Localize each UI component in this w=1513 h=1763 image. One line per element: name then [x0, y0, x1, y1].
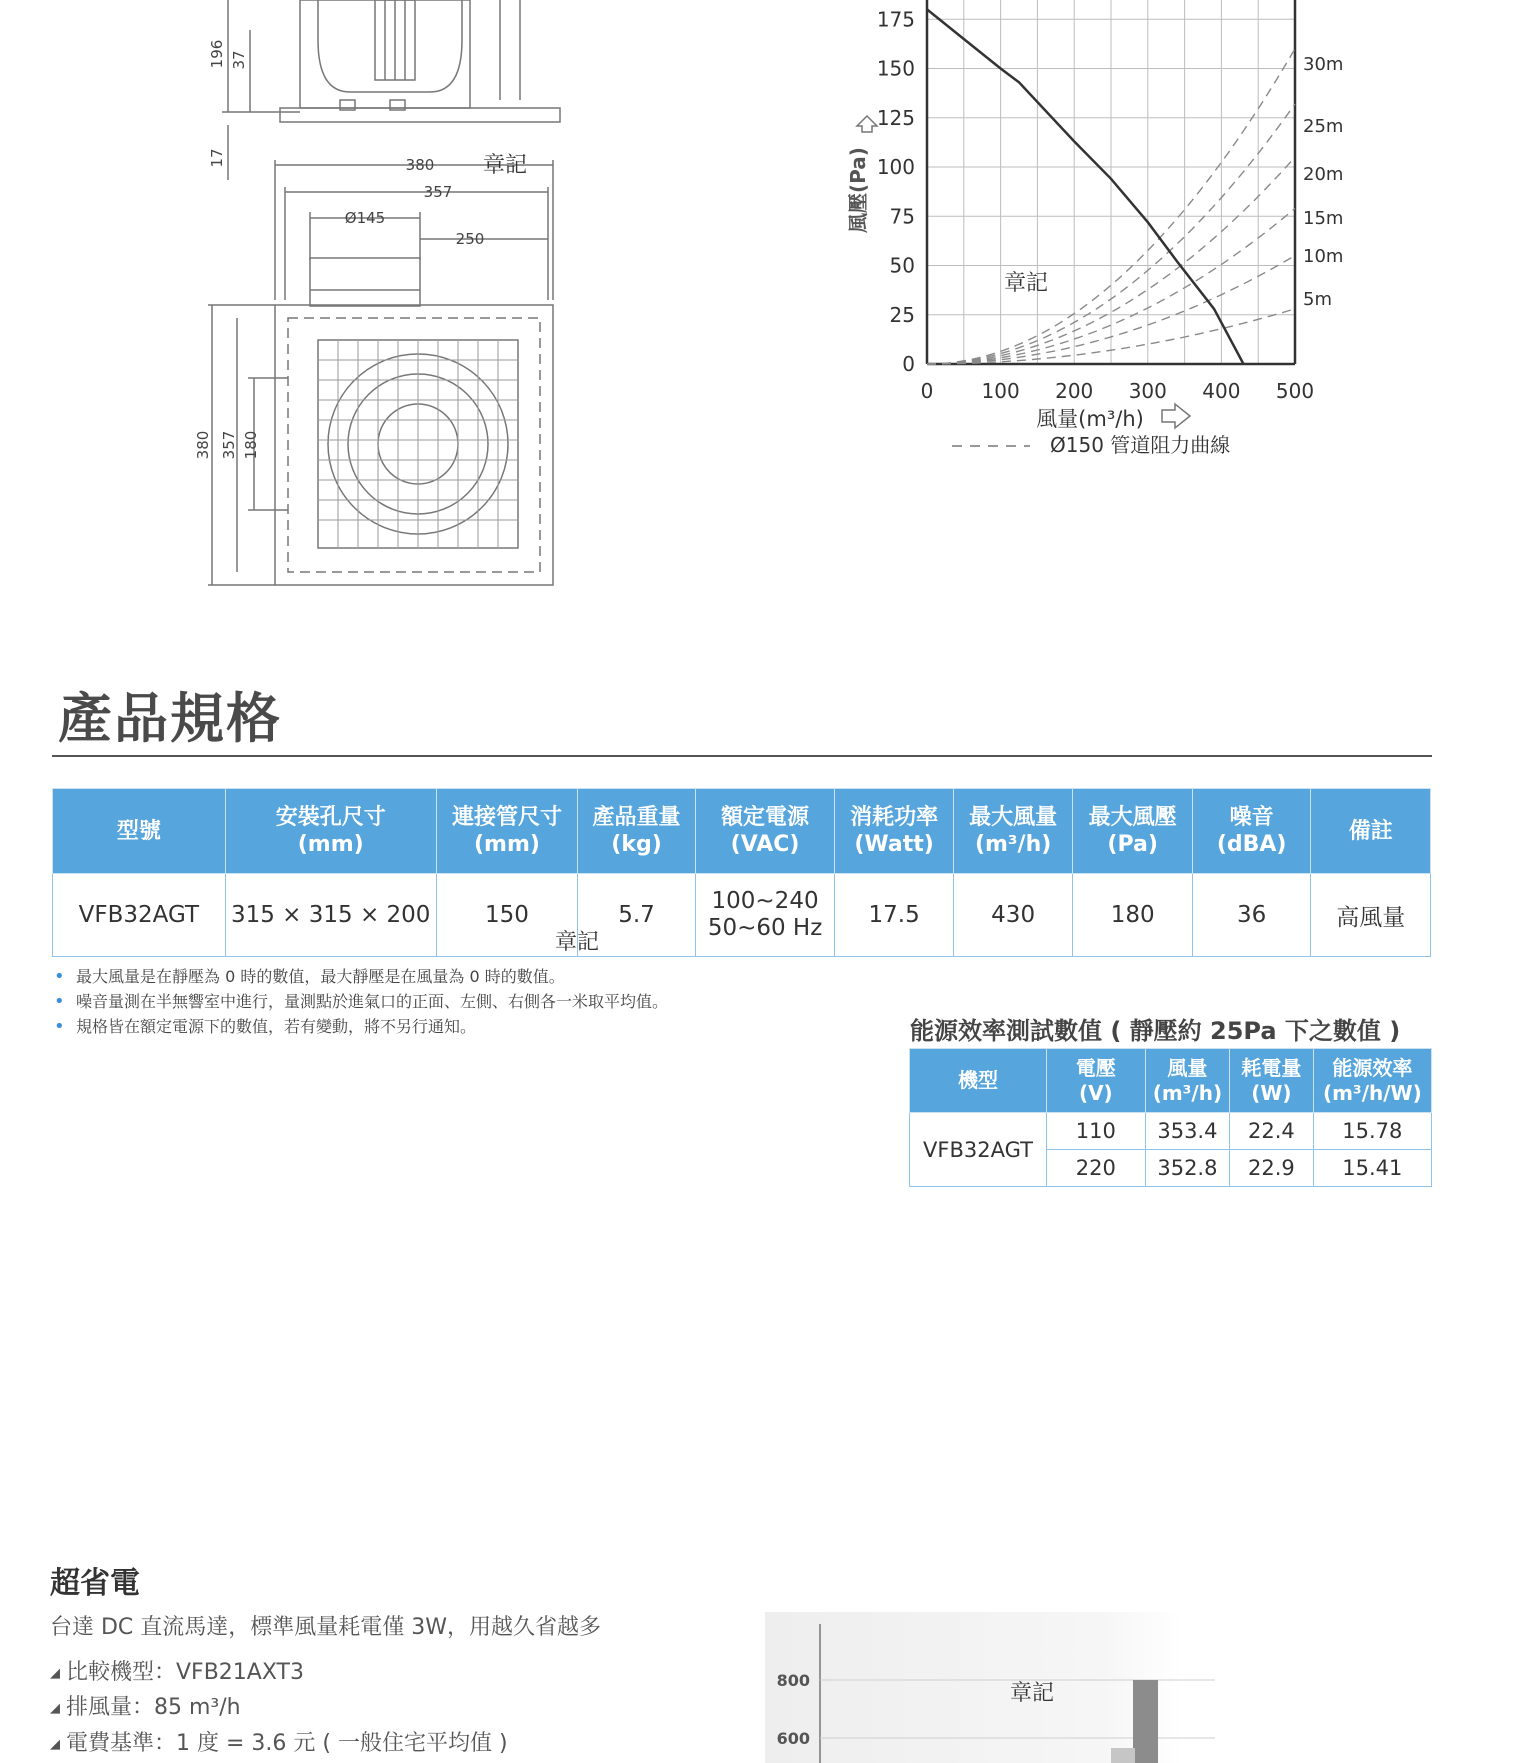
header-duct-size: 連接管尺寸 (mm)	[436, 789, 578, 874]
dimension-drawing	[194, 0, 590, 600]
saving-subtitle: 台達 DC 直流馬達，標準風量耗電僅 3W，用越久省越多	[50, 1615, 602, 1640]
energy-cell: 110	[1046, 1113, 1145, 1150]
pq-y-tick: 125	[876, 105, 915, 130]
energy-table	[909, 1048, 1432, 1187]
energy-header-airflow: 風量 (m³/h)	[1145, 1049, 1229, 1113]
bar-tick-600: 600	[776, 1729, 810, 1748]
spec-table	[52, 788, 1431, 957]
pq-y-tick: 50	[889, 253, 915, 278]
cell-hole-size: 315 × 315 × 200	[225, 874, 436, 957]
dim-357-top: 357	[423, 183, 453, 201]
cell-noise: 36	[1192, 874, 1311, 957]
header-noise: 噪音 (dBA)	[1192, 789, 1311, 874]
triangle-bullet-icon: ◢	[50, 1737, 60, 1752]
saving-bullet: ◢ 排風量：85 m³/h	[50, 1695, 241, 1720]
dim-380-top: 380	[405, 156, 435, 174]
dim-180-side: 180	[242, 430, 260, 460]
dim-357-side: 357	[220, 430, 238, 460]
dim-17: 17	[208, 148, 226, 168]
spec-header-row	[53, 789, 1431, 874]
pq-xlabel: 風量(m³/h)	[1036, 407, 1144, 431]
note-item: • 規格皆在額定電源下的數值，若有變動，將不另行通知。	[52, 1014, 668, 1039]
saving-bullet: ◢ 電費基準：1 度 = 3.6 元 ( 一般住宅平均值 )	[50, 1731, 508, 1756]
energy-cell: 22.9	[1230, 1150, 1314, 1187]
pq-x-tick: 200	[1055, 379, 1094, 403]
pq-y-tick: 25	[889, 302, 915, 327]
section-title: 產品規格	[58, 687, 282, 750]
header-weight: 產品重量 (kg)	[578, 789, 696, 874]
title-divider	[52, 755, 1432, 757]
up-arrow-icon	[857, 116, 877, 132]
stamp-text-4: 章記	[1010, 1681, 1055, 1706]
dim-diameter-145: Ø145	[344, 209, 386, 227]
cell-duct-size: 150	[436, 874, 578, 957]
stamp-text-2: 章記	[1004, 271, 1049, 296]
dim-37: 37	[230, 50, 248, 70]
energy-cell: 353.4	[1145, 1113, 1229, 1150]
saving-bullet: ◢ 比較機型：VFB21AXT3	[50, 1660, 304, 1685]
header-power-source: 額定電源 (VAC)	[695, 789, 835, 874]
energy-table-title: 能源效率測試數值 ( 靜壓約 25Pa 下之數值 )	[910, 1017, 1401, 1045]
header-power-consumption: 消耗功率 (Watt)	[835, 789, 954, 874]
header-max-airflow: 最大風量 (m³/h)	[953, 789, 1073, 874]
chart-bar	[1111, 1748, 1135, 1763]
pq-x-tick: 400	[1202, 379, 1241, 403]
pq-duct-label: 20m	[1303, 164, 1344, 185]
pq-y-tick: 75	[889, 204, 915, 229]
dim-380-side: 380	[194, 430, 212, 460]
notes-list	[52, 964, 668, 1039]
dim-250: 250	[455, 230, 485, 248]
pq-y-tick: 100	[876, 155, 915, 179]
stamp-text-3: 章記	[555, 930, 600, 955]
stamp-text-1: 章記	[483, 153, 528, 178]
pq-y-ticks	[877, 0, 915, 376]
triangle-bullet-icon: ◢	[50, 1701, 60, 1716]
cell-max-pressure: 180	[1073, 874, 1193, 957]
pq-chart	[840, 0, 1344, 470]
energy-cell: 220	[1046, 1150, 1145, 1187]
energy-header-model: 機型	[910, 1049, 1047, 1113]
table-row	[53, 874, 1431, 957]
energy-cell-model: VFB32AGT	[910, 1113, 1047, 1187]
header-hole-size: 安裝孔尺寸 (mm)	[225, 789, 436, 874]
right-arrow-icon	[1162, 404, 1190, 428]
pq-x-ticks	[921, 379, 1314, 403]
header-remarks: 備註	[1311, 789, 1431, 874]
pq-duct-label: 5m	[1303, 289, 1332, 310]
energy-cell: 15.78	[1313, 1113, 1431, 1150]
pq-y-tick: 0	[902, 352, 915, 376]
pq-duct-label: 15m	[1303, 208, 1344, 229]
pq-legend-label: Ø150 管道阻力曲線	[1050, 433, 1231, 457]
pq-duct-label: 10m	[1303, 246, 1344, 267]
pq-duct-label: 25m	[1303, 116, 1344, 137]
cell-power-source: 100~240 50~60 Hz	[695, 874, 835, 957]
cell-remarks: 高風量	[1311, 874, 1431, 957]
pq-x-tick: 500	[1275, 379, 1315, 403]
cell-model: VFB32AGT	[53, 874, 226, 957]
energy-header-row	[910, 1049, 1432, 1113]
saving-bar-chart	[765, 1612, 1185, 1763]
pq-duct-labels	[1303, 54, 1343, 310]
bar-tick-800: 800	[776, 1671, 810, 1690]
dim-196: 196	[208, 39, 226, 69]
energy-header-voltage: 電壓 (V)	[1046, 1049, 1145, 1113]
cell-weight: 5.7	[578, 874, 696, 957]
energy-cell: 15.41	[1313, 1150, 1431, 1187]
pq-x-tick: 100	[981, 379, 1020, 403]
cell-max-airflow: 430	[953, 874, 1073, 957]
pq-y-tick: 175	[876, 7, 915, 32]
header-max-pressure: 最大風壓 (Pa)	[1073, 789, 1193, 874]
pq-fan-curve	[927, 9, 1244, 364]
table-row	[910, 1113, 1432, 1150]
pq-ylabel: 風壓(Pa)	[846, 147, 870, 233]
pq-duct-label: 30m	[1303, 54, 1344, 75]
note-item: • 噪音量測在半無響室中進行，量測點於進氣口的正面、左側、右側各一米取平均值。	[52, 989, 668, 1014]
pq-y-tick: 150	[876, 56, 915, 81]
energy-header-efficiency: 能源效率 (m³/h/W)	[1313, 1049, 1431, 1113]
energy-cell: 352.8	[1145, 1150, 1229, 1187]
pq-x-tick: 300	[1128, 379, 1167, 403]
chart-bar	[1133, 1680, 1158, 1763]
energy-header-consumption: 耗電量 (W)	[1230, 1049, 1314, 1113]
header-model: 型號	[53, 789, 226, 874]
pq-x-tick: 0	[920, 379, 934, 403]
triangle-bullet-icon: ◢	[50, 1666, 60, 1681]
saving-title: 超省電	[50, 1566, 140, 1601]
cell-power-consumption: 17.5	[835, 874, 954, 957]
energy-cell: 22.4	[1230, 1113, 1314, 1150]
note-item: • 最大風量是在靜壓為 0 時的數值，最大靜壓是在風量為 0 時的數值。	[52, 964, 668, 989]
